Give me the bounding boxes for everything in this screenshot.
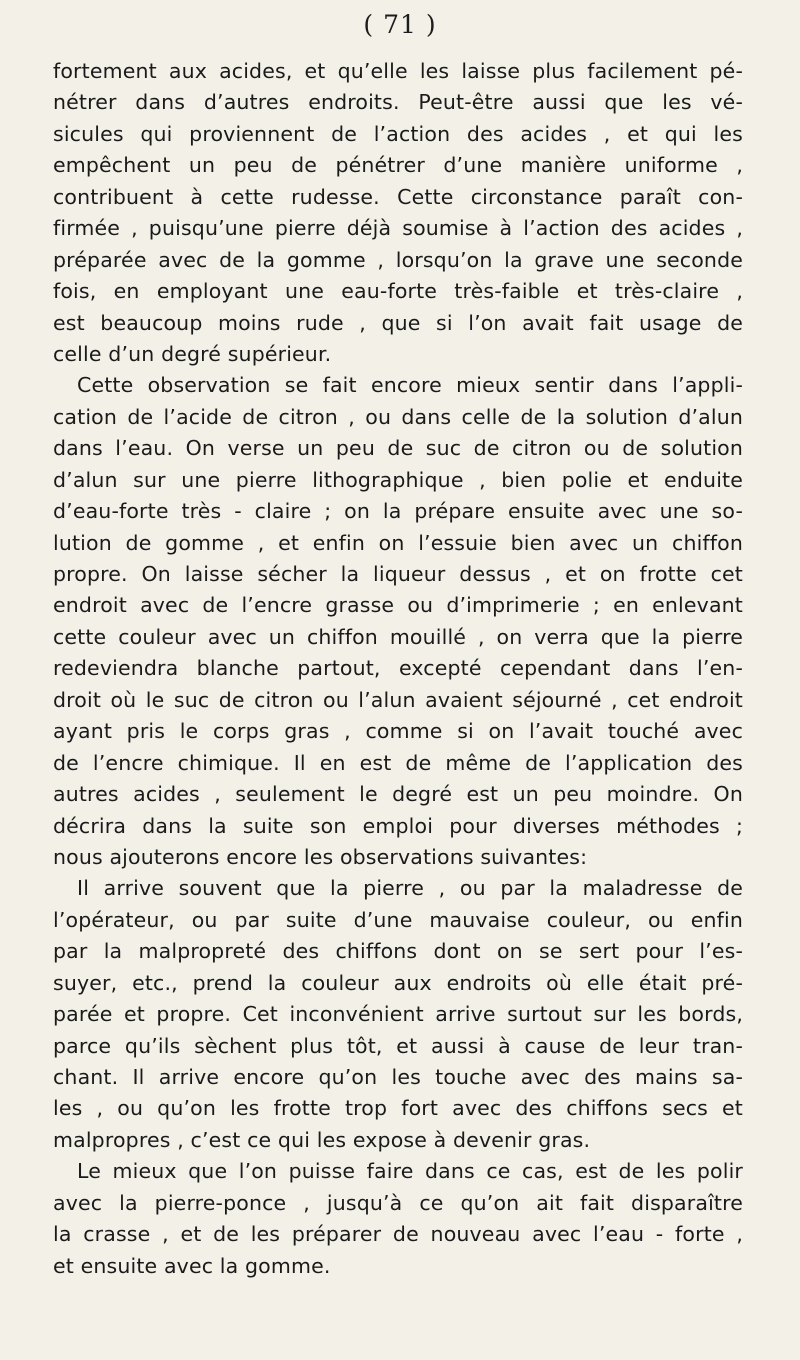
text-line: dans l’eau. On verse un peu de suc de citron ou de solution: [53, 436, 743, 461]
text-line: lution de gomme , et enfin on l’essuie bien avec un chiffon: [53, 530, 743, 555]
text-line: les , ou qu’on les frotte trop fort avec des chiffons secs et: [53, 1096, 743, 1121]
text-line: sicules qui proviennent de l’action des acides , et qui les: [53, 121, 743, 146]
text-line: ayant pris le corps gras , comme si on l’avait touché avec: [53, 719, 743, 744]
text-line: empêchent un peu de pénétrer d’une manière uniforme ,: [53, 153, 743, 178]
text-line: contribuent à cette rudesse. Cette circonstance paraît con-: [53, 184, 743, 209]
text-line: Il arrive souvent que la pierre , ou par la maladresse de: [77, 876, 743, 901]
text-line: d’eau-forte très - claire ; on la prépare ensuite avec une so-: [53, 499, 743, 524]
page-number: ( 71 ): [363, 10, 437, 39]
text-line: cation de l’acide de citron , ou dans celle de la solution d’alun: [53, 404, 743, 429]
text-line: firmée , puisqu’une pierre déjà soumise à l’action des acides ,: [53, 216, 743, 241]
text-line: fortement aux acides, et qu’elle les laisse plus facilement pé-: [53, 59, 743, 83]
text-line: parée et propre. Cet inconvénient arrive surtout sur les bords,: [53, 1002, 743, 1027]
text-line: décrira dans la suite son emploi pour diverses méthodes ;: [53, 813, 743, 838]
text-line: cette couleur avec un chiffon mouillé , on verra que la pierre: [53, 624, 743, 649]
text-line: parce qu’ils sèchent plus tôt, et aussi à cause de leur tran-: [53, 1033, 743, 1058]
text-line: droit où le suc de citron ou l’alun avaient séjourné , cet endroit: [53, 687, 743, 712]
text-line: d’alun sur une pierre lithographique , bien polie et enduite: [53, 467, 743, 492]
text-line: chant. Il arrive encore qu’on les touche avec des mains sa-: [53, 1065, 743, 1089]
text-line: propre. On laisse sécher la liqueur dessus , et on frotte cet: [53, 562, 743, 586]
text-line: de l’encre chimique. Il en est de même de l’application des: [53, 750, 743, 775]
text-line: endroit avec de l’encre grasse ou d’imprimerie ; en enlevant: [53, 593, 743, 618]
text-line: et ensuite avec la gomme.: [53, 1253, 331, 1278]
text-line: l’opérateur, ou par suite d’une mauvaise couleur, ou enfin: [53, 907, 743, 932]
text-line: autres acides , seulement le degré est un peu moindre. On: [53, 782, 743, 807]
body-text: [53, 56, 743, 1282]
text-line: la crasse , et de les préparer de nouveau avec l’eau - forte ,: [53, 1222, 743, 1247]
text-line: redeviendra blanche partout, excepté cependant dans l’en-: [53, 656, 743, 681]
text-line: fois, en employant une eau-forte très-faible et très-claire ,: [53, 279, 743, 304]
text-line: Cette observation se fait encore mieux sentir dans l’appli-: [77, 373, 743, 398]
text-line: avec la pierre-ponce , jusqu’à ce qu’on ait fait disparaître: [53, 1190, 743, 1215]
text-line: est beaucoup moins rude , que si l’on avait fait usage de: [53, 310, 743, 335]
text-line: par la malpropreté des chiffons dont on se sert pour l’es-: [53, 939, 743, 964]
text-line: nous ajouterons encore les observations suivantes:: [53, 844, 588, 869]
text-line: nétrer dans d’autres endroits. Peut-être aussi que les vé-: [53, 90, 743, 115]
text-line: Le mieux que l’on puisse faire dans ce cas, est de les polir: [77, 1159, 743, 1184]
text-line: celle d’un degré supérieur.: [53, 341, 332, 366]
text-line: préparée avec de la gomme , lorsqu’on la grave une seconde: [53, 247, 743, 272]
text-line: suyer, etc., prend la couleur aux endroits où elle était pré-: [53, 970, 743, 995]
text-line: malpropres , c’est ce qui les expose à devenir gras.: [53, 1127, 591, 1152]
